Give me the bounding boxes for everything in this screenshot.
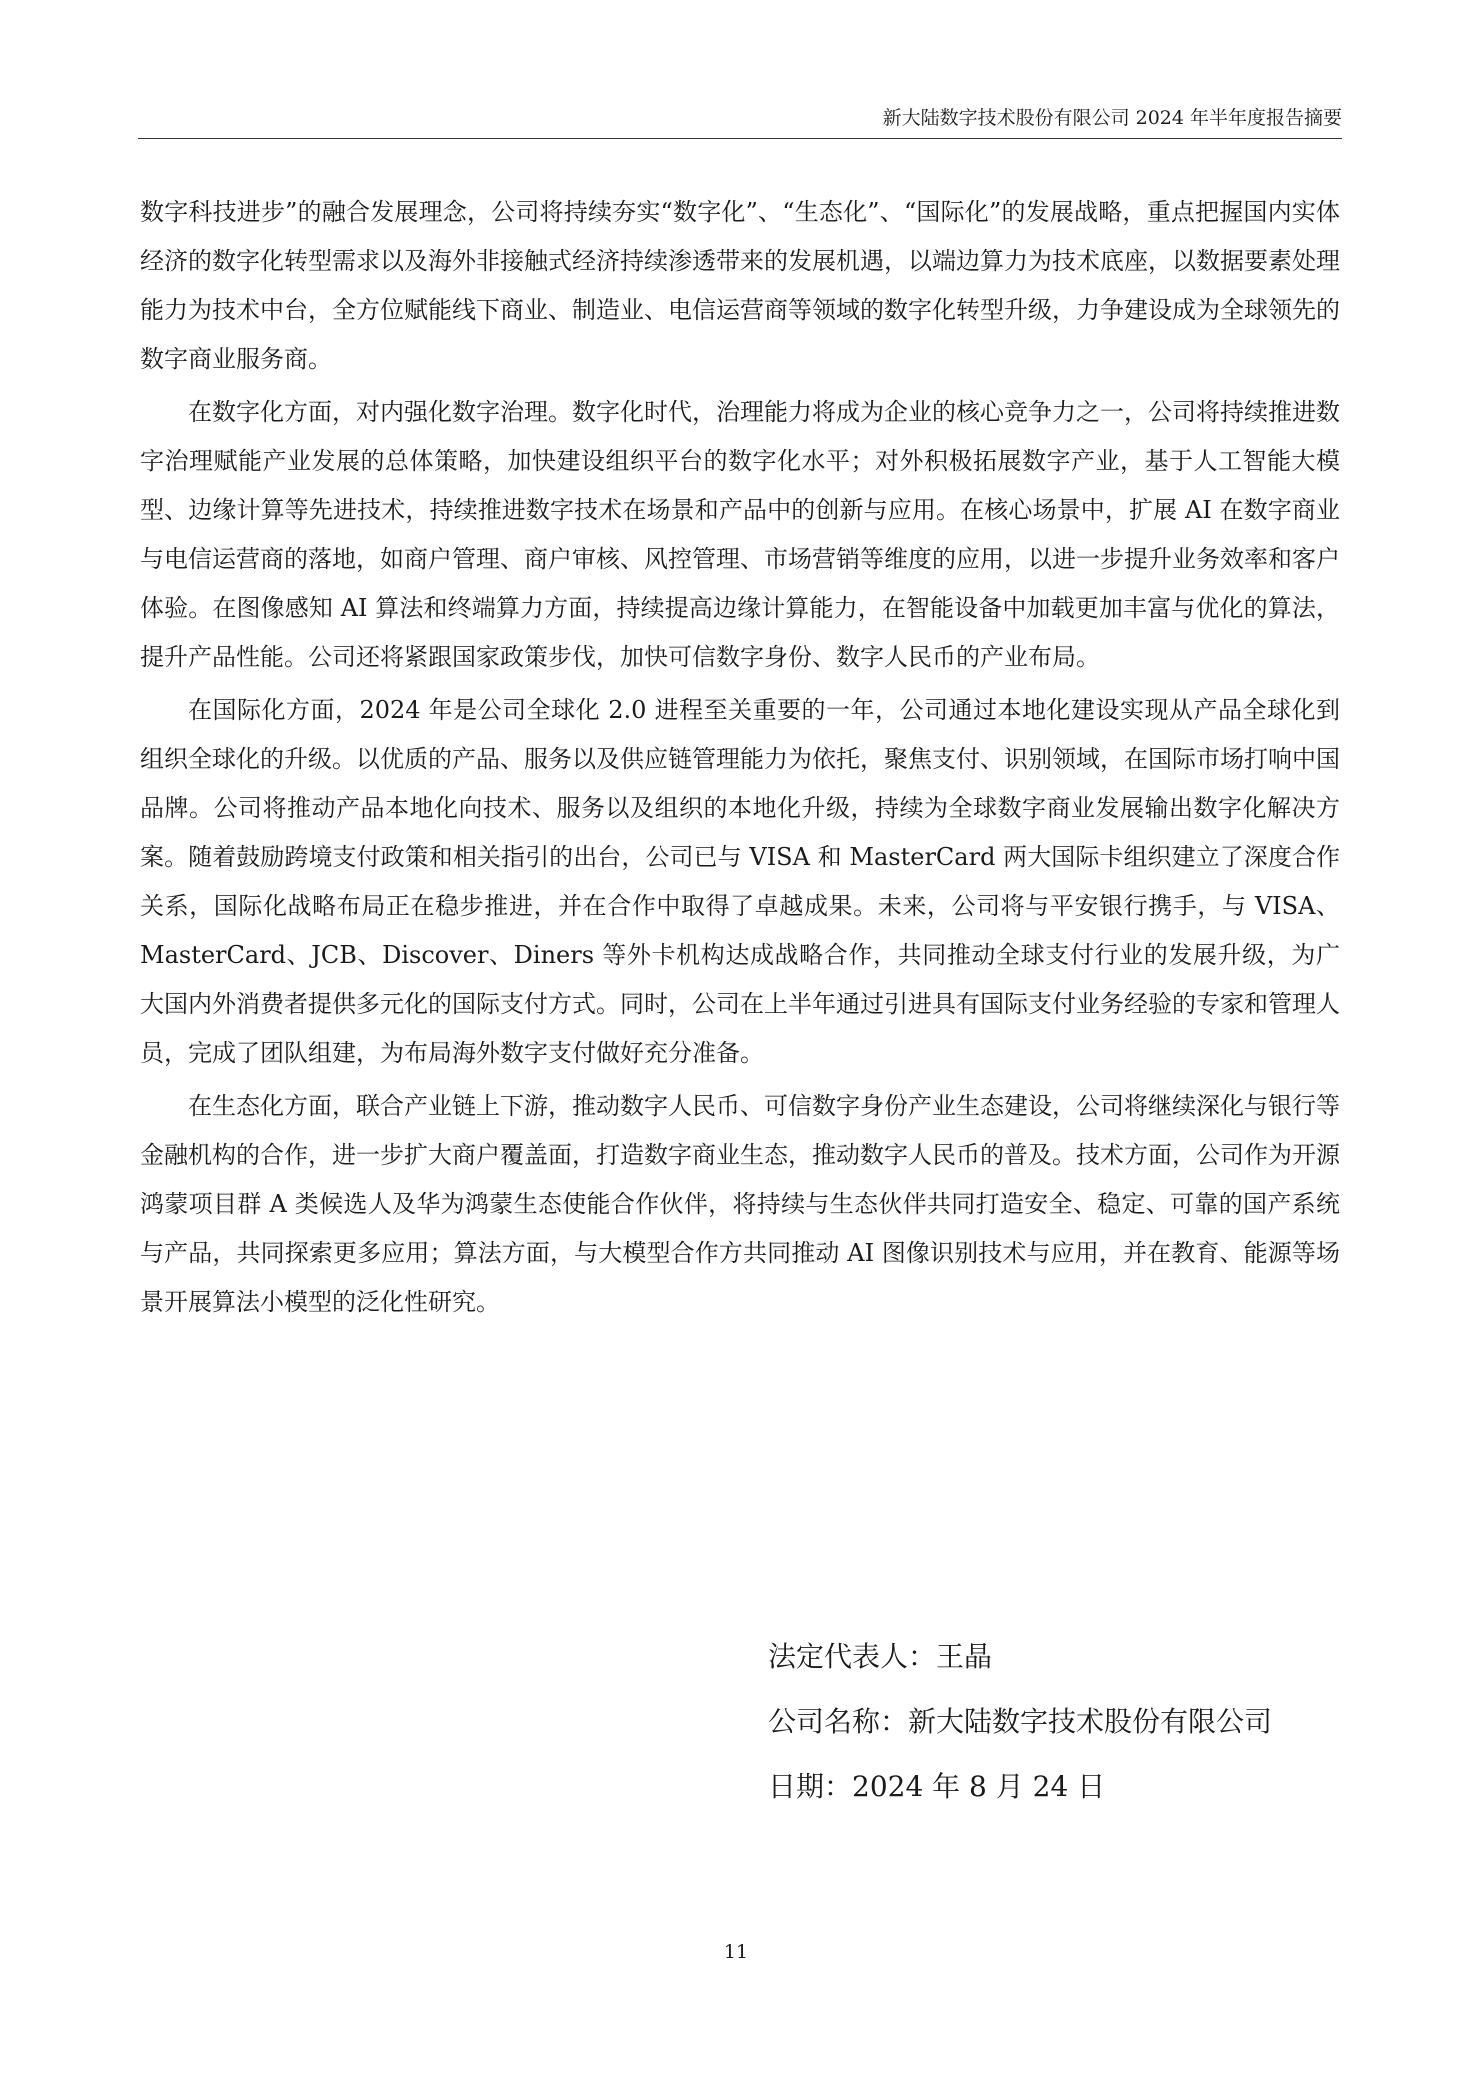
- paragraph-digitalization: 在数字化方面，对内强化数字治理。数字化时代，治理能力将成为企业的核心竞争力之一，公司将持续推进数字治理赋能产业发展的总体策略，加快建设组织平台的数字化水平；对外积极拓展数字产业，基于人工智能大模型、边缘计算等先进技术，持续推进数字技术在场景和产品中的创新与应用。在核心场景中，扩展 AI 在数字商业与电信运营商的落地，如商户管理、商户审核、风控管理、市场营销等维度的应用，以进一步提升业务效率和客户体验。在图像感知 AI 算法和终端算力方面，持续提高边缘计算能力，在智能设备中加载更加丰富与优化的算法，提升产品性能。公司还将紧跟国家政策步伐，加快可信数字身份、数字人民币的产业布局。: [140, 398, 1340, 671]
- signature-block: [768, 1624, 1272, 1819]
- paragraph-strategy: 数字科技进步”的融合发展理念，公司将持续夯实“数字化”、“生态化”、“国际化”的发展战略，重点把握国内实体经济的数字化转型需求以及海外非接触式经济持续渗透带来的发展机遇，以端边算力为技术底座，以数据要素处理能力为技术中台，全方位赋能线下商业、制造业、电信运营商等领域的数字化转型升级，力争建设成为全球领先的数字商业服务商。: [140, 198, 1340, 373]
- paragraph-ecosystem: 在生态化方面，联合产业链上下游，推动数字人民币、可信数字身份产业生态建设，公司将继续深化与银行等金融机构的合作，进一步扩大商户覆盖面，打造数字商业生态，推动数字人民币的普及。技术方面，公司作为开源鸿蒙项目群 A 类候选人及华为鸿蒙生态使能合作伙伴，将持续与生态伙伴共同打造安全、稳定、可靠的国产系统与产品，共同探索更多应用；算法方面，与大模型合作方共同推动 AI 图像识别技术与应用，并在教育、能源等场景开展算法小模型的泛化性研究。: [140, 1092, 1340, 1316]
- page-header: [138, 104, 1342, 139]
- header-title: 新大陆数字技术股份有限公司 2024 年半年度报告摘要: [882, 107, 1342, 129]
- company-name: 公司名称：新大陆数字技术股份有限公司: [768, 1705, 1273, 1738]
- paragraph-internationalization: 在国际化方面，2024 年是公司全球化 2.0 进程至关重要的一年，公司通过本地化建设实现从产品全球化到组织全球化的升级。以优质的产品、服务以及供应链管理能力为依托，聚焦支付、识别领域，在国际市场打响中国品牌。公司将推动产品本地化向技术、服务以及组织的本地化升级，持续为全球数字商业发展输出数字化解决方案。随着鼓励跨境支付政策和相关指引的出台，公司已与 VISA 和 MasterCard 两大国际卡组织建立了深度合作关系，国际化战略布局正在稳步推进，并在合作中取得了卓越成果。未来，公司将与平安银行携手，与 VISA、MasterCard、JCB、Discover、Diners 等外卡机构达成战略合作，共同推动全球支付行业的发展升级，为广大国内外消费者提供多元化的国际支付方式。同时，公司在上半年通过引进具有国际支付业务经验的专家和管理人员，完成了团队组建，为布局海外数字支付做好充分准备。: [140, 696, 1340, 1067]
- report-body: [140, 188, 1340, 1331]
- page-number: 11: [723, 1941, 749, 1963]
- report-date: 日期：2024 年 8 月 24 日: [768, 1770, 1106, 1803]
- legal-representative: 法定代表人：王晶: [768, 1640, 993, 1673]
